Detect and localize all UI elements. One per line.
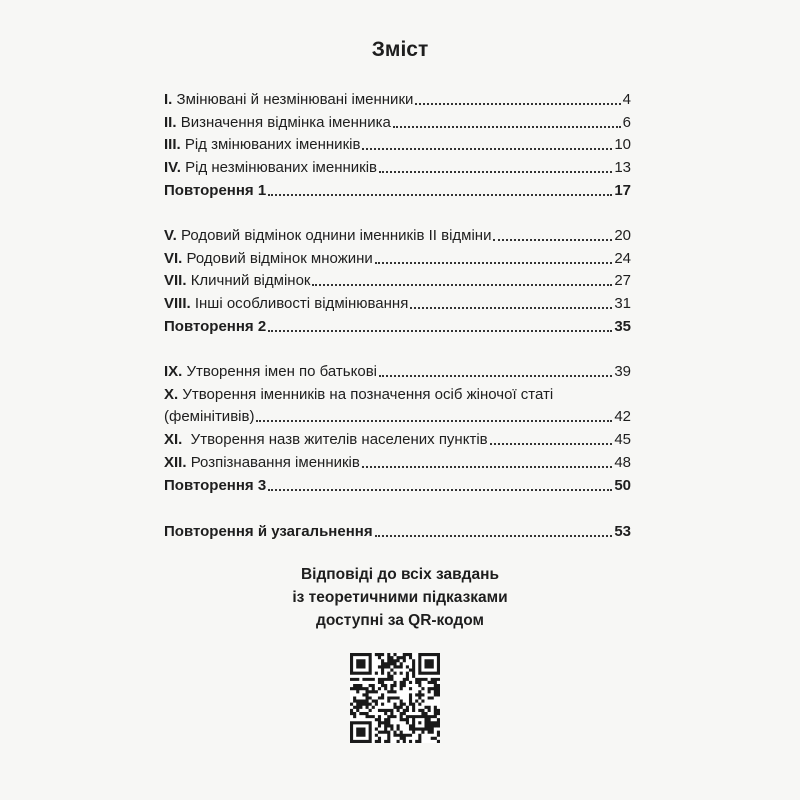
toc-entry[interactable] (164, 426, 631, 449)
page-title: Зміст (371, 38, 429, 61)
toc-entry-number: I. (164, 90, 173, 108)
toc-entry[interactable] (164, 222, 631, 245)
toc-entry-title: Утворення іменників на позначення осіб жіночої статі (182, 385, 554, 403)
dot-leader (375, 535, 613, 537)
toc-entry-title: Рід незмінюваних іменників (185, 159, 378, 177)
toc-entry-first-line (164, 381, 631, 404)
answers-note-line: доступні за QR-кодом (316, 612, 484, 629)
toc-entry[interactable] (164, 404, 631, 427)
toc-entry[interactable] (164, 177, 631, 200)
table-of-contents (164, 86, 631, 541)
toc-entry-number: VI. (164, 249, 183, 267)
toc-entry-title: Рід змінюваних іменників (184, 136, 361, 154)
toc-entry[interactable] (164, 358, 631, 381)
toc-entry-number: IV. (164, 159, 181, 177)
toc-entry[interactable] (164, 132, 631, 155)
toc-entry-title: Утворення назв жителів населених пунктів (186, 431, 488, 449)
toc-entry-page: 31 (614, 295, 631, 313)
dot-leader (256, 420, 612, 422)
toc-entry[interactable] (164, 313, 631, 336)
section-gap (164, 336, 631, 358)
toc-entry-title: Інші особливості відмінювання (194, 295, 409, 313)
toc-entry-page: 20 (614, 226, 631, 244)
dot-leader (393, 126, 621, 128)
toc-entry-number: IX. (164, 362, 183, 380)
dot-leader (268, 194, 612, 196)
toc-entry-page: 48 (614, 453, 631, 471)
toc-entry-number: XI. (164, 431, 183, 449)
toc-entry[interactable] (164, 245, 631, 268)
toc-entry-number: II. (164, 113, 177, 131)
dot-leader (362, 466, 612, 468)
toc-entry-page: 42 (614, 408, 631, 426)
answers-note (0, 563, 800, 632)
toc-entry-number: VII. (164, 272, 187, 290)
dot-leader (312, 284, 612, 286)
dot-leader (268, 330, 612, 332)
toc-entry-title: Розпізнавання іменників (190, 453, 360, 471)
toc-entry-title: Утворення імен по батькові (186, 362, 377, 380)
dot-leader (375, 262, 613, 264)
toc-entry-page: 39 (614, 362, 631, 380)
toc-entry-title: Повторення 1 (164, 181, 267, 199)
toc-entry-title: Повторення 2 (164, 317, 267, 335)
toc-entry-title: Змінювані й незмінювані іменники (176, 90, 414, 108)
toc-entry-title: Повторення 3 (164, 476, 267, 494)
toc-entry[interactable] (164, 518, 631, 541)
toc-entry-title: Родовий відмінок множини (186, 249, 373, 267)
toc-entry-number: VIII. (164, 295, 191, 313)
answers-note-line: Відповіді до всіх завдань (300, 566, 500, 583)
dot-leader (410, 307, 612, 309)
dot-leader (490, 443, 613, 445)
toc-entry-number: X. (164, 385, 179, 403)
toc-entry-number: III. (164, 136, 181, 154)
toc-entry-title: Визначення відмінка іменника (180, 113, 391, 131)
toc-entry-page: 53 (614, 522, 631, 540)
toc-entry[interactable] (164, 154, 631, 177)
qr-code-icon[interactable] (350, 653, 440, 743)
toc-entry-page: 17 (614, 181, 631, 199)
toc-entry-page: 27 (614, 272, 631, 290)
dot-leader (379, 375, 612, 377)
toc-entry-title-continued: (фемінітивів) (164, 408, 255, 426)
toc-entry-number: XII. (164, 453, 187, 471)
toc-entry[interactable] (164, 290, 631, 313)
toc-entry-page: 10 (614, 136, 631, 154)
toc-entry-title: Кличний відмінок (190, 272, 311, 290)
toc-entry-title: Повторення й узагальнення (164, 522, 373, 540)
dot-leader (415, 103, 620, 105)
toc-entry-page: 45 (614, 431, 631, 449)
toc-entry-page: 50 (614, 476, 631, 494)
toc-entry[interactable] (164, 449, 631, 472)
toc-entry[interactable] (164, 86, 631, 109)
dot-leader (268, 489, 612, 491)
toc-entry-title: Родовий відмінок однини іменників ІІ відміни (180, 226, 492, 244)
toc-entry-page: 13 (614, 159, 631, 177)
toc-entry[interactable] (164, 472, 631, 495)
dot-leader (493, 239, 612, 241)
answers-note-line: із теоретичними підказками (292, 589, 508, 606)
toc-entry[interactable] (164, 268, 631, 291)
toc-entry-number: V. (164, 226, 177, 244)
toc-entry[interactable] (164, 109, 631, 132)
toc-entry-page: 24 (614, 249, 631, 267)
toc-entry-page: 35 (614, 317, 631, 335)
section-gap (164, 200, 631, 222)
toc-entry-page: 6 (622, 113, 631, 131)
toc-entry-page: 4 (622, 90, 631, 108)
dot-leader (362, 148, 612, 150)
section-gap (164, 495, 631, 518)
dot-leader (379, 171, 612, 173)
